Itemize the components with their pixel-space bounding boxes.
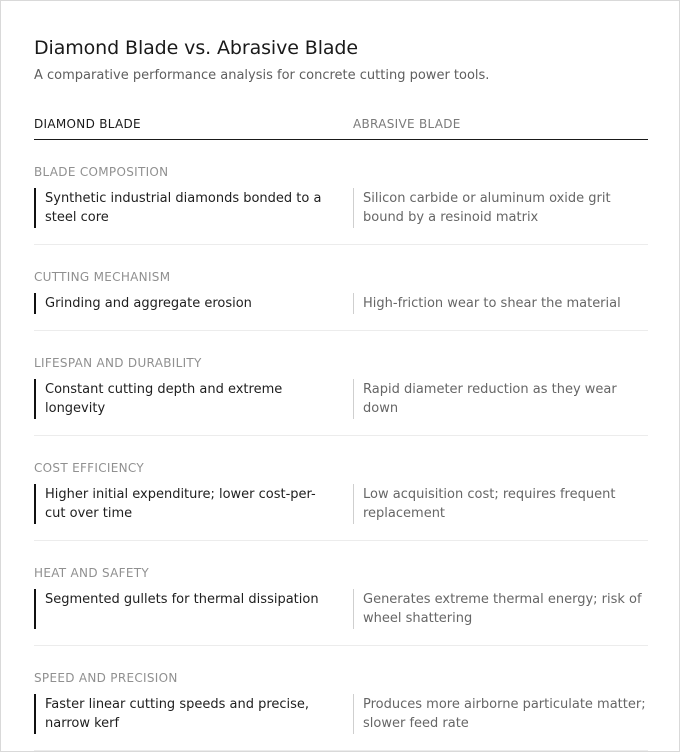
diamond-cell: Higher initial expenditure; lower cost-per-cut over time: [34, 484, 327, 524]
comparison-row-cost-efficiency: [34, 436, 648, 541]
page-title: Diamond Blade vs. Abrasive Blade: [34, 37, 358, 59]
column-header-abrasive: ABRASIVE BLADE: [353, 117, 461, 131]
row-cells: [34, 484, 648, 524]
comparison-rows: [34, 140, 648, 751]
column-header-diamond: DIAMOND BLADE: [34, 117, 141, 131]
comparison-row-cutting-mechanism: [34, 245, 648, 331]
diamond-cell: Constant cutting depth and extreme longevity: [34, 379, 327, 419]
abrasive-cell: Produces more airborne particulate matter; slower feed rate: [353, 694, 647, 734]
comparison-row-lifespan: [34, 331, 648, 436]
abrasive-cell: Silicon carbide or aluminum oxide grit bound by a resinoid matrix: [353, 188, 647, 228]
diamond-cell: Synthetic industrial diamonds bonded to a steel core: [34, 188, 327, 228]
diamond-cell: Faster linear cutting speeds and precise, narrow kerf: [34, 694, 327, 734]
row-category: HEAT AND SAFETY: [34, 566, 149, 580]
row-cells: [34, 694, 648, 734]
row-category: CUTTING MECHANISM: [34, 270, 171, 284]
comparison-row-heat-safety: [34, 541, 648, 646]
abrasive-cell: Rapid diameter reduction as they wear down: [353, 379, 647, 419]
abrasive-cell: High-friction wear to shear the material: [353, 293, 647, 314]
row-cells: [34, 589, 648, 629]
comparison-row-speed-precision: [34, 646, 648, 751]
abrasive-cell: Generates extreme thermal energy; risk of wheel shattering: [353, 589, 647, 629]
diamond-cell: Grinding and aggregate erosion: [34, 293, 327, 314]
row-category: LIFESPAN AND DURABILITY: [34, 356, 202, 370]
row-cells: [34, 188, 648, 228]
row-category: BLADE COMPOSITION: [34, 165, 169, 179]
page-subtitle: A comparative performance analysis for concrete cutting power tools.: [34, 68, 490, 83]
comparison-row-blade-composition: [34, 140, 648, 245]
row-category: COST EFFICIENCY: [34, 461, 144, 475]
abrasive-cell: Low acquisition cost; requires frequent replacement: [353, 484, 647, 524]
row-cells: [34, 379, 648, 419]
row-category: SPEED AND PRECISION: [34, 671, 178, 685]
row-cells: [34, 293, 648, 314]
diamond-cell: Segmented gullets for thermal dissipation: [34, 589, 327, 629]
